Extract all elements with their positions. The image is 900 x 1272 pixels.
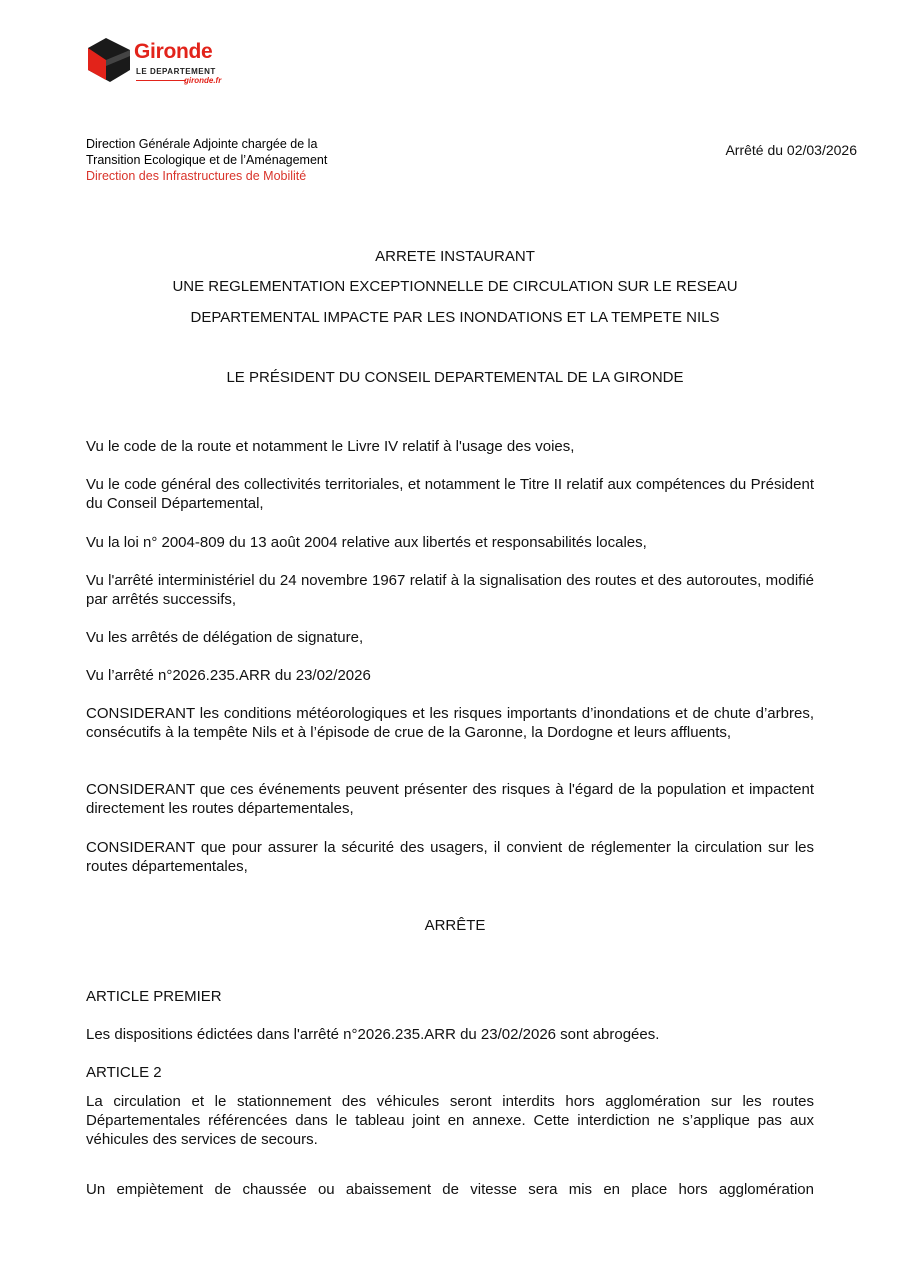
title-line-1: ARRETE INSTAURANT — [375, 248, 535, 265]
logo-subtitle: LE DEPARTEMENT — [136, 67, 216, 76]
logo-name: Gironde — [134, 40, 213, 63]
article-1-text: Les dispositions édictées dans l'arrêté n°2026.235.ARR du 23/02/2026 sont abrogées. — [86, 1026, 660, 1043]
consideration-2: Vu le code général des collectivités territoriales, et notamment le Titre II relatif aux compétences du Président du Conseil Départemental, — [86, 476, 814, 512]
title-line-3: DEPARTEMENTAL IMPACTE PAR LES INONDATIONS ET LA TEMPETE NILS — [190, 309, 720, 326]
article-2-text-continued: Un empiètement de chaussée ou abaissement de vitesse sera mis en place hors agglomération — [86, 1181, 814, 1198]
logo-url: gironde.fr — [184, 76, 222, 85]
title-line-2: UNE REGLEMENTATION EXCEPTIONNELLE DE CIRCULATION SUR LE RESEAU — [172, 278, 738, 295]
consideration-9: CONSIDERANT que pour assurer la sécurité des usagers, il convient de réglementer la circulation sur les routes départementales, — [86, 839, 814, 875]
direction-block — [86, 136, 327, 184]
consideration-5: Vu les arrêtés de délégation de signature, — [86, 629, 364, 646]
consideration-1: Vu le code de la route et notamment le Livre IV relatif à l'usage des voies, — [86, 438, 575, 455]
consideration-3: Vu la loi n° 2004-809 du 13 août 2004 relative aux libertés et responsabilités locales, — [86, 534, 647, 551]
article-2-heading: ARTICLE 2 — [86, 1064, 162, 1081]
gironde-logo — [86, 36, 236, 88]
direction-line-2: Transition Ecologique et de l’Aménagement — [86, 153, 328, 167]
consideration-4: Vu l'arrêté interministériel du 24 novembre 1967 relatif à la signalisation des routes et des autoroutes, modifié par arrêtés successifs, — [86, 572, 814, 608]
direction-line-1: Direction Générale Adjointe chargée de la — [86, 137, 318, 151]
consideration-6: Vu l’arrêté n°2026.235.ARR du 23/02/2026 — [86, 667, 371, 684]
authority-line: LE PRÉSIDENT DU CONSEIL DEPARTEMENTAL DE LA GIRONDE — [226, 369, 684, 386]
decree-date: Arrêté du 02/03/2026 — [725, 142, 857, 158]
decree-heading: ARRÊTE — [424, 917, 486, 934]
gironde-logo-mark-icon — [86, 36, 132, 82]
direction-line-3: Direction des Infrastructures de Mobilité — [86, 169, 307, 183]
consideration-8: CONSIDERANT que ces événements peuvent présenter des risques à l'égard de la population et impactent directement les routes départementales, — [86, 781, 814, 817]
article-1-heading: ARTICLE PREMIER — [86, 988, 222, 1005]
article-2-text: La circulation et le stationnement des véhicules seront interdits hors agglomération sur les routes Départementales référencées dans le tableau joint en annexe. Cette interdiction ne s’applique pas aux véhicules des services de secours. — [86, 1093, 814, 1148]
consideration-7: CONSIDERANT les conditions météorologiques et les risques importants d’inondations et de chute d’arbres, consécutifs à la tempête Nils et à l’épisode de crue de la Garonne, la Dordogne et leurs affluents, — [86, 705, 814, 741]
logo-rule — [136, 80, 186, 81]
